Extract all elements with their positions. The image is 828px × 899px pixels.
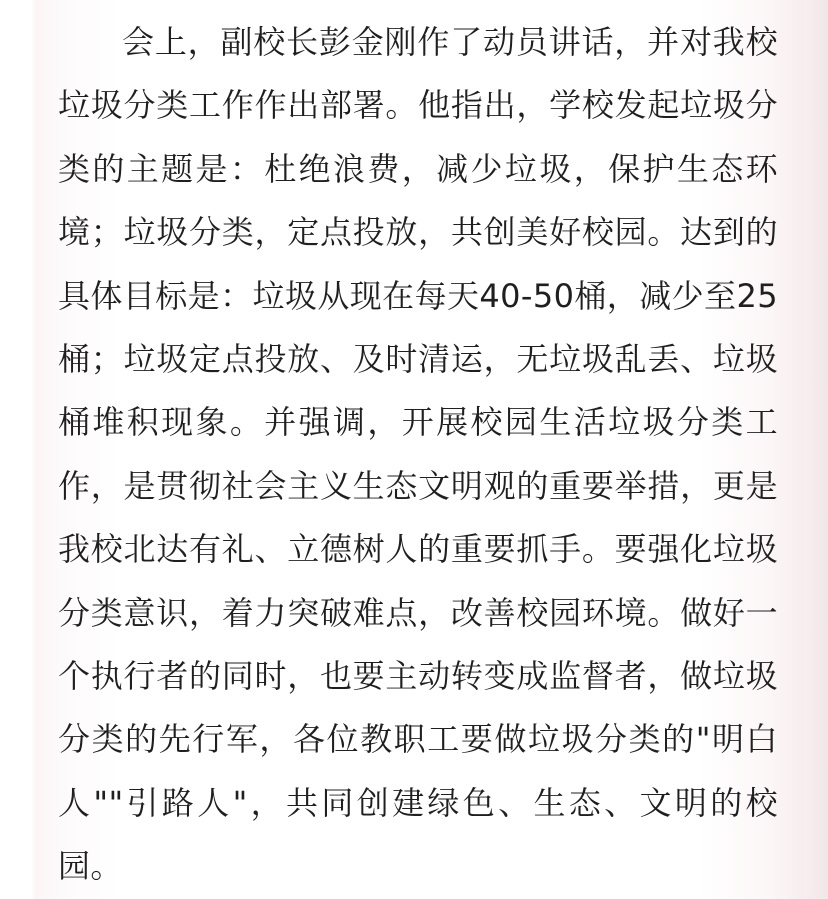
page-left-margin bbox=[0, 0, 32, 897]
article-body bbox=[58, 11, 778, 899]
article-paragraph: 会上，副校长彭金刚作了动员讲话，并对我校垃圾分类工作作出部署。他指出，学校发起垃圾分类的主题是：杜绝浪费，减少垃圾，保护生态环境；垃圾分类，定点投放，共创美好校园。达到的具体目标是：垃圾从现在每天40-50桶，减少至25桶；垃圾定点投放、及时清运，无垃圾乱丢、垃圾桶堆积现象。并强调，开展校园生活垃圾分类工作，是贯彻社会主义生态文明观的重要举措，更是我校北达有礼、立德树人的重要抓手。要强化垃圾分类意识，着力突破难点，改善校园环境。做好一个执行者的同时，也要主动转变成监督者，做垃圾分类的先行军，各位教职工要做垃圾分类的"明白人""引路人"，共同创建绿色、生态、文明的校园。 bbox=[58, 23, 778, 886]
page-right-margin bbox=[804, 0, 828, 897]
